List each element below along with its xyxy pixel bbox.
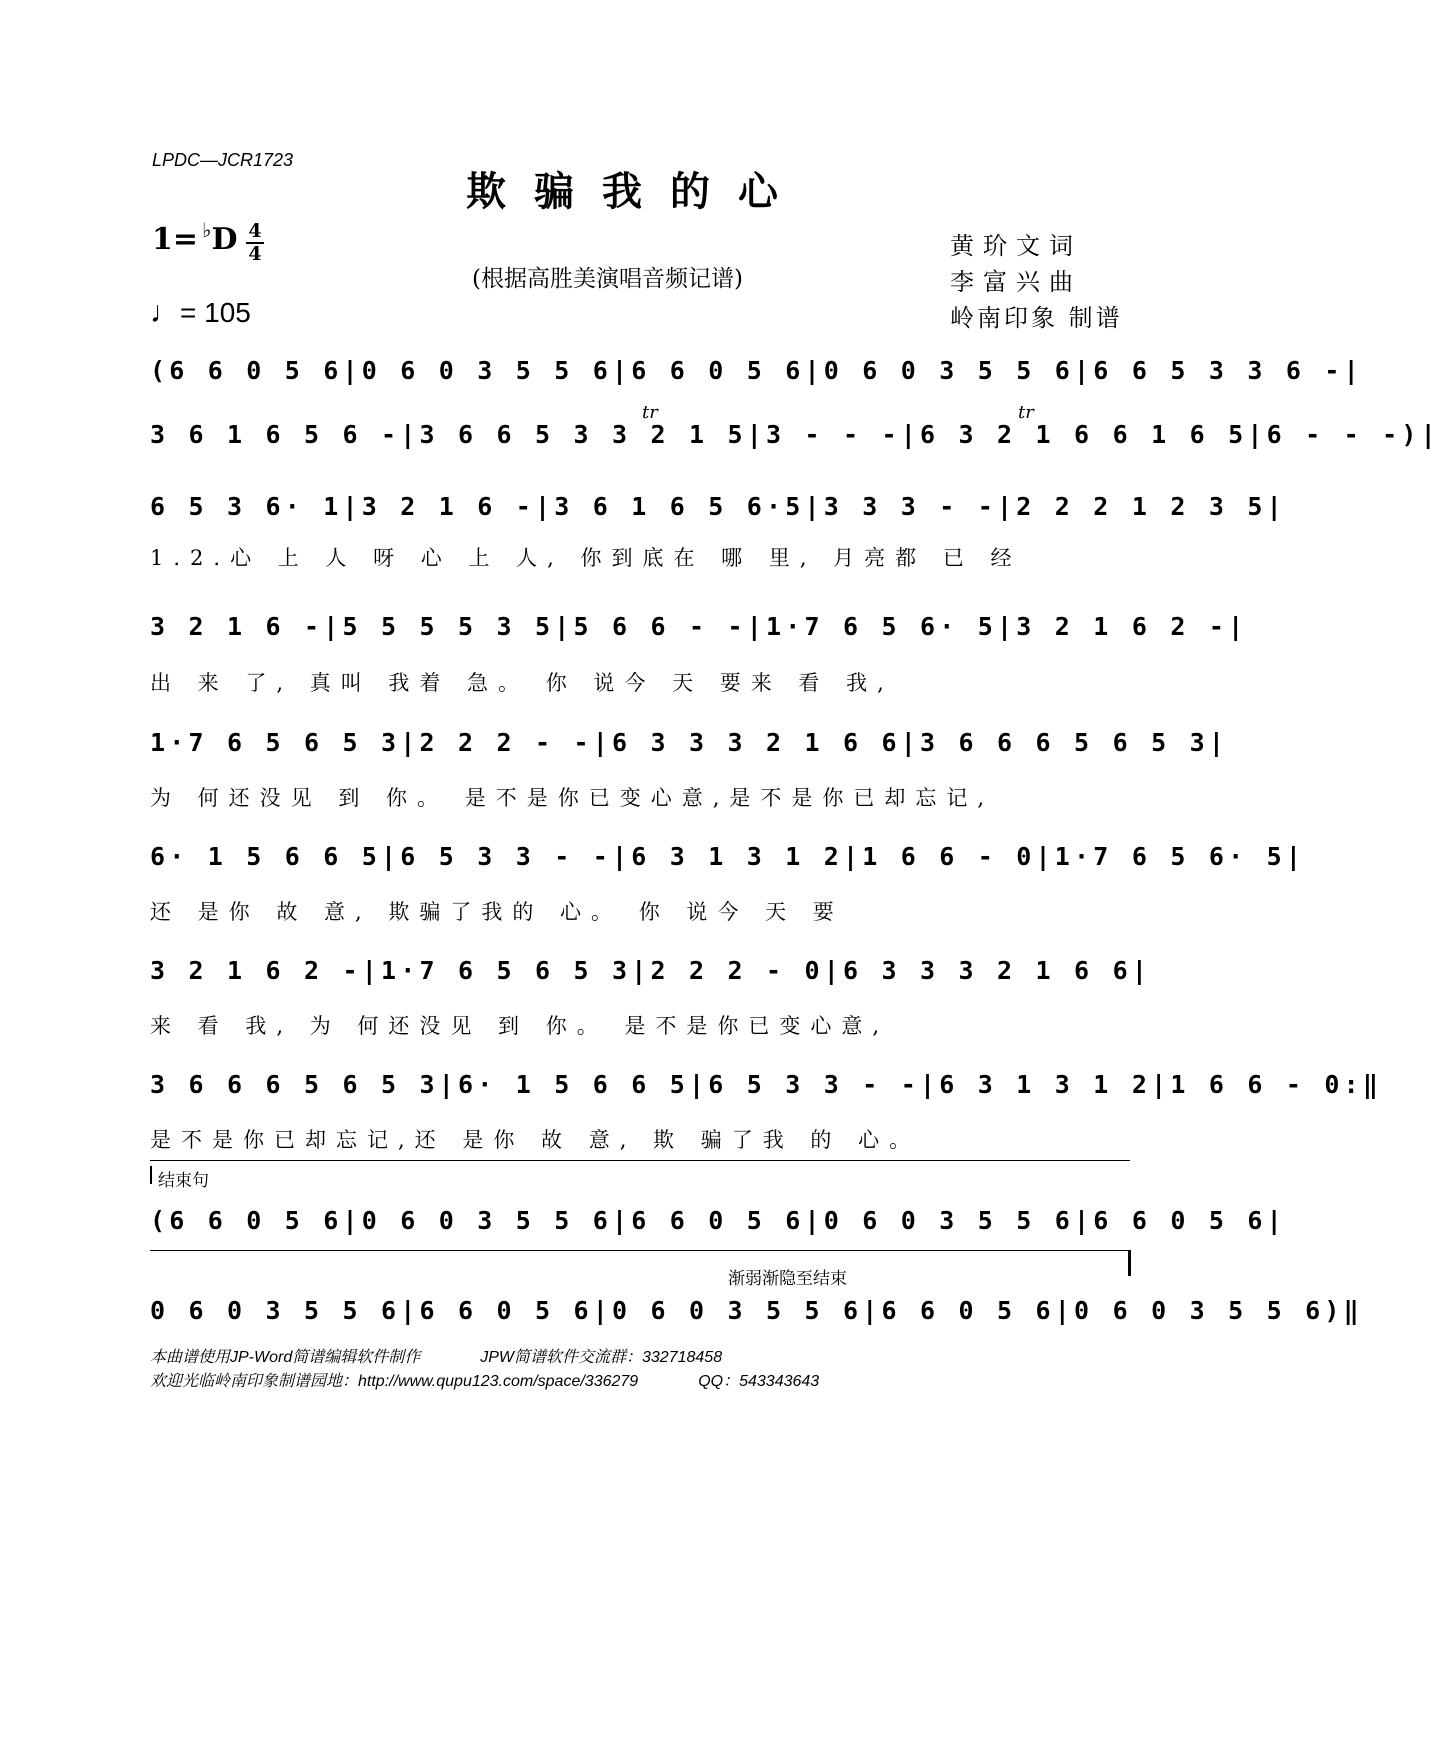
subtitle: (根据高胜美演唱音频记谱) [472, 266, 743, 292]
footer-group: JPW简谱软件交流群：332718458 [480, 1349, 723, 1366]
score-line-5: 1·7 6 5 6 5 3|2 2 2 - -|6 3 3 3 2 1 6 6|3 6 6 6 5 6 5 3| [150, 728, 1229, 757]
footer-site[interactable]: 欢迎光临岭南印象制谱园地：http://www.qupu123.com/space/336279 [150, 1373, 639, 1390]
score-line-4: 3 2 1 6 -|5 5 5 5 3 5|5 6 6 - -|1·7 6 5 6· 5|3 2 1 6 2 -| [150, 612, 1248, 641]
composer: 李富兴曲 [950, 268, 1082, 296]
lyric-line-2: 出 来 了, 真叫 我着 急。 你 说今 天 要来 看 我, [150, 671, 894, 695]
lyric-line-4: 还 是你 故 意, 欺骗了我的 心。 你 说今 天 要 [150, 900, 844, 924]
key-note: D [211, 222, 238, 257]
score-line-8: 3 6 6 6 5 6 5 3|6· 1 5 6 6 5|6 5 3 3 - -|6 3 1 3 1 2|1 6 6 - 0:‖ [150, 1070, 1383, 1099]
flat-icon: ♭ [202, 218, 212, 242]
score-line-6: 6· 1 5 6 6 5|6 5 3 3 - -|6 3 1 3 1 2|1 6 6 - 0|1·7 6 5 6· 5| [150, 842, 1306, 871]
lyric-line-6: 是不是你已却忘记,还 是你 故 意, 欺 骗了我 的 心。 [150, 1128, 921, 1152]
lyric-line-1: 1.2.心 上 人 呀 心 上 人, 你到底在 哪 里, 月亮都 已 经 [150, 546, 1022, 570]
lyric-line-5: 来 看 我, 为 何还没见 到 你。 是不是你已变心意, [150, 1014, 890, 1038]
score-line-7: 3 2 1 6 2 -|1·7 6 5 6 5 3|2 2 2 - 0|6 3 3 3 2 1 6 6| [150, 956, 1152, 985]
time-signature [246, 222, 264, 264]
ending-divider [150, 1160, 1130, 1161]
footer-software: 本曲谱使用JP-Word简谱编辑软件制作 [150, 1349, 421, 1366]
score-line-1: (6 6 0 5 6|0 6 0 3 5 5 6|6 6 0 5 6|0 6 0 3 5 5 6|6 6 5 3 3 6 -| [150, 356, 1363, 385]
score-line-2: 3 6 1 6 5 6 -|3 6 6 5 3 3 2 1 5|3 - - -|6 3 2 1 6 6 1 6 5|6 - - -)| [150, 420, 1440, 449]
trill-mark: tr [1018, 402, 1034, 423]
fade-label: 渐弱渐隐至结束 [728, 1269, 847, 1289]
tempo-value: = 105 [180, 297, 251, 328]
footer-qq: QQ：543343643 [698, 1373, 820, 1390]
fade-divider [150, 1250, 1130, 1251]
key-prefix: 1= [152, 222, 199, 257]
trill-mark: tr [642, 402, 658, 423]
score-line-3: 6 5 3 6· 1|3 2 1 6 -|3 6 1 6 5 6·5|3 3 3 - -|2 2 2 1 2 3 5| [150, 492, 1286, 521]
footer-line-1 [150, 1344, 782, 1367]
score-line-10: 0 6 0 3 5 5 6|6 6 0 5 6|0 6 0 3 5 5 6|6 6 0 5 6|0 6 0 3 5 5 6)‖ [150, 1296, 1363, 1325]
page-title: 欺骗我的心 [466, 168, 806, 215]
lyric-line-3: 为 何还没见 到 你。 是不是你已变心意,是不是你已却忘记, [150, 786, 995, 810]
time-top: 4 [248, 220, 262, 242]
fade-bracket [1128, 1250, 1131, 1276]
ending-label: 结束句 [150, 1166, 209, 1184]
score-code: LPDC—JCR1723 [152, 150, 294, 170]
key-signature [152, 218, 238, 257]
arranger: 岭南印象 制谱 [950, 304, 1123, 332]
time-bottom: 4 [248, 243, 262, 265]
tempo-marking [150, 296, 251, 330]
lyricist: 黄玠文词 [950, 232, 1082, 260]
score-line-9: (6 6 0 5 6|0 6 0 3 5 5 6|6 6 0 5 6|0 6 0 3 5 5 6|6 6 0 5 6| [150, 1206, 1286, 1235]
footer-line-2 [150, 1368, 879, 1391]
quarter-note-icon: ♩ [150, 296, 180, 329]
